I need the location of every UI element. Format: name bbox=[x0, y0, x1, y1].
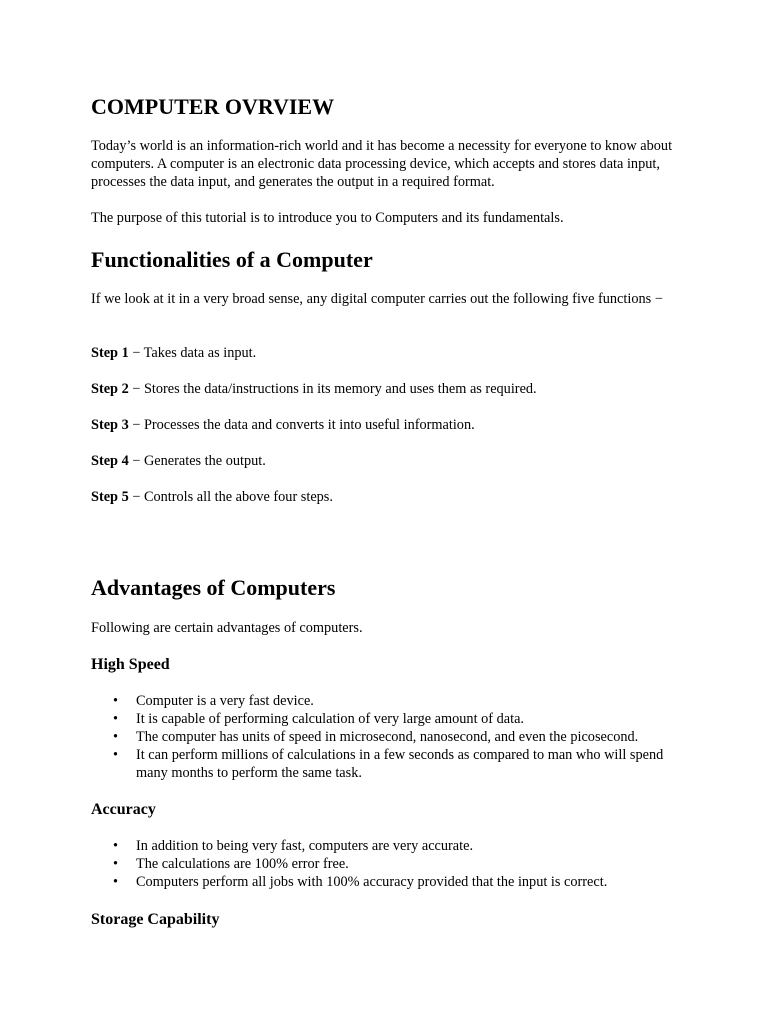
step-text: − Stores the data/instructions in its memory and uses them as required. bbox=[128, 381, 537, 397]
bullet-icon: • bbox=[113, 711, 119, 727]
bullet-icon: • bbox=[113, 874, 119, 890]
list-item bbox=[91, 728, 691, 746]
list-item bbox=[91, 873, 691, 891]
bullet-icon: • bbox=[113, 693, 119, 709]
list-item bbox=[91, 692, 691, 710]
list-item-text: In addition to being very fast, computers are very accurate. bbox=[136, 838, 474, 854]
list-item bbox=[91, 837, 691, 855]
functionalities-intro: If we look at it in a very broad sense, any digital computer carries out the following five functions − bbox=[91, 291, 663, 307]
list-item-text: The computer has units of speed in microsecond, nanosecond, and even the picosecond. bbox=[136, 729, 639, 745]
bullet-icon: • bbox=[113, 729, 119, 745]
step-label: Step 2 bbox=[91, 381, 129, 397]
list-item bbox=[91, 855, 691, 873]
bullet-icon: • bbox=[113, 838, 119, 854]
list-item-text: Computers perform all jobs with 100% accuracy provided that the input is correct. bbox=[136, 874, 608, 890]
step-label: Step 1 bbox=[91, 345, 129, 361]
high-speed-heading: High Speed bbox=[91, 656, 170, 673]
step-text: − Processes the data and converts it into useful information. bbox=[128, 417, 475, 433]
step-text: − Generates the output. bbox=[128, 453, 266, 469]
step-label: Step 5 bbox=[91, 489, 129, 505]
step-text: − Controls all the above four steps. bbox=[128, 489, 333, 505]
list-item-text: Computer is a very fast device. bbox=[136, 693, 314, 709]
list-item bbox=[91, 746, 691, 782]
step-text: − Takes data as input. bbox=[128, 345, 257, 361]
list-item-text: It is capable of performing calculation of very large amount of data. bbox=[136, 711, 524, 727]
high-speed-list bbox=[91, 692, 691, 782]
step-1 bbox=[91, 344, 256, 362]
step-5 bbox=[91, 488, 333, 506]
purpose-paragraph: The purpose of this tutorial is to introduce you to Computers and its fundamentals. bbox=[91, 210, 564, 226]
storage-capability-heading: Storage Capability bbox=[91, 911, 220, 928]
step-3 bbox=[91, 416, 475, 434]
accuracy-list bbox=[91, 837, 691, 891]
step-label: Step 4 bbox=[91, 453, 129, 469]
accuracy-heading: Accuracy bbox=[91, 801, 156, 818]
bullet-icon: • bbox=[113, 856, 119, 872]
advantages-intro: Following are certain advantages of computers. bbox=[91, 620, 363, 636]
step-2 bbox=[91, 380, 537, 398]
step-label: Step 3 bbox=[91, 417, 129, 433]
bullet-icon: • bbox=[113, 747, 119, 763]
list-item bbox=[91, 710, 691, 728]
document-title: COMPUTER OVRVIEW bbox=[91, 94, 335, 119]
functionalities-heading: Functionalities of a Computer bbox=[91, 247, 373, 272]
list-item-text: It can perform millions of calculations in a few seconds as compared to man who will spend many months to perform the same task. bbox=[136, 747, 664, 781]
advantages-heading: Advantages of Computers bbox=[91, 575, 336, 600]
intro-paragraph: Today’s world is an information-rich world and it has become a necessity for everyone to know about computers. A computer is an electronic data processing device, which accepts and stores data input, processes the data input, and generates the output in a required format. bbox=[91, 138, 673, 190]
list-item-text: The calculations are 100% error free. bbox=[136, 856, 349, 872]
step-4 bbox=[91, 452, 266, 470]
